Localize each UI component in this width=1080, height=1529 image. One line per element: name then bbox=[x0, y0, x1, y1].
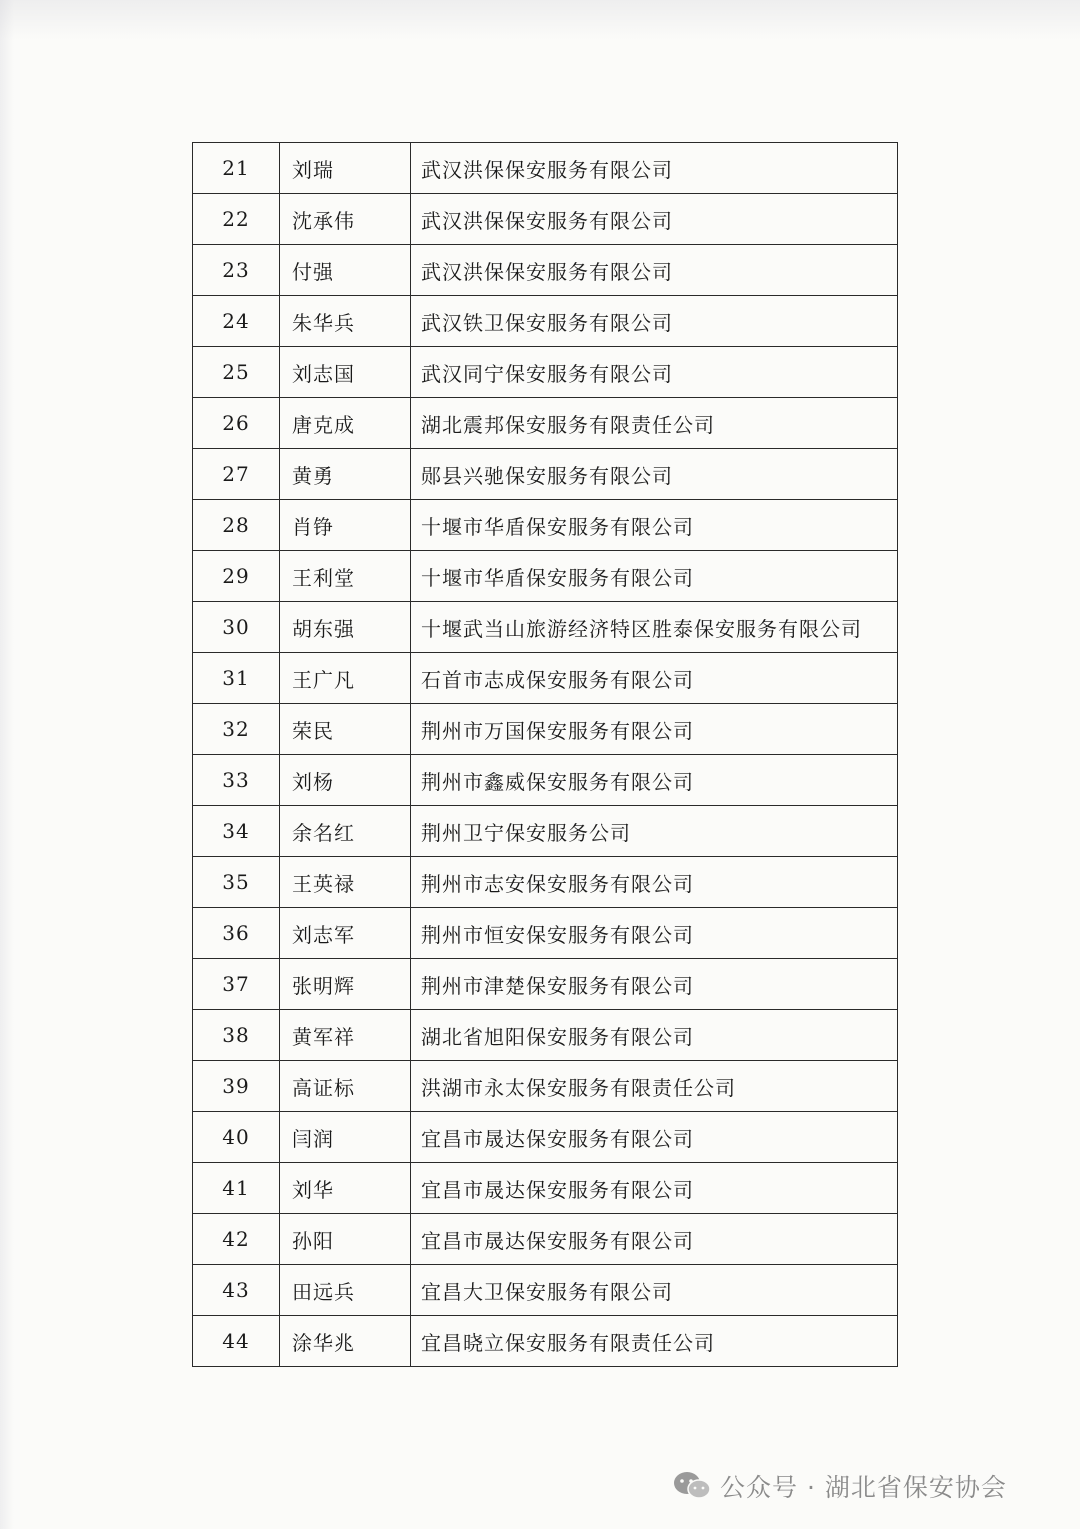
table-row bbox=[193, 704, 898, 755]
table-row bbox=[193, 296, 898, 347]
company-name: 武汉铁卫保安服务有限公司 bbox=[411, 296, 898, 347]
row-number: 27 bbox=[193, 449, 280, 500]
company-name: 十堰市华盾保安服务有限公司 bbox=[411, 500, 898, 551]
company-name: 湖北省旭阳保安服务有限公司 bbox=[411, 1010, 898, 1061]
table-row bbox=[193, 143, 898, 194]
table-row bbox=[193, 1061, 898, 1112]
person-name: 肖铮 bbox=[280, 500, 411, 551]
row-number: 39 bbox=[193, 1061, 280, 1112]
row-number: 26 bbox=[193, 398, 280, 449]
person-name: 王利堂 bbox=[280, 551, 411, 602]
row-number: 40 bbox=[193, 1112, 280, 1163]
person-name: 田远兵 bbox=[280, 1265, 411, 1316]
company-name: 十堰武当山旅游经济特区胜泰保安服务有限公司 bbox=[411, 602, 898, 653]
row-number: 36 bbox=[193, 908, 280, 959]
person-name: 王英禄 bbox=[280, 857, 411, 908]
person-name: 黄勇 bbox=[280, 449, 411, 500]
company-name: 武汉同宁保安服务有限公司 bbox=[411, 347, 898, 398]
row-number: 31 bbox=[193, 653, 280, 704]
company-name: 洪湖市永太保安服务有限责任公司 bbox=[411, 1061, 898, 1112]
table-row bbox=[193, 806, 898, 857]
table-row bbox=[193, 551, 898, 602]
table-row bbox=[193, 449, 898, 500]
row-number: 38 bbox=[193, 1010, 280, 1061]
row-number: 28 bbox=[193, 500, 280, 551]
watermark-text: 公众号 · 湖北省保安协会 bbox=[720, 1473, 1007, 1502]
company-name: 荆州市志安保安服务有限公司 bbox=[411, 857, 898, 908]
company-name: 荆州市万国保安服务有限公司 bbox=[411, 704, 898, 755]
table-row bbox=[193, 1010, 898, 1061]
table-row bbox=[193, 1265, 898, 1316]
company-name: 郧县兴驰保安服务有限公司 bbox=[411, 449, 898, 500]
row-number: 22 bbox=[193, 194, 280, 245]
row-number: 29 bbox=[193, 551, 280, 602]
person-name: 涂华兆 bbox=[280, 1316, 411, 1367]
row-number: 32 bbox=[193, 704, 280, 755]
table-row bbox=[193, 857, 898, 908]
row-number: 41 bbox=[193, 1163, 280, 1214]
company-name: 荆州卫宁保安服务公司 bbox=[411, 806, 898, 857]
company-name: 宜昌市晟达保安服务有限公司 bbox=[411, 1112, 898, 1163]
person-name: 刘瑞 bbox=[280, 143, 411, 194]
table-row bbox=[193, 959, 898, 1010]
row-number: 21 bbox=[193, 143, 280, 194]
table-body bbox=[193, 143, 898, 1367]
company-name: 武汉洪保保安服务有限公司 bbox=[411, 143, 898, 194]
company-name: 荆州市津楚保安服务有限公司 bbox=[411, 959, 898, 1010]
table-row bbox=[193, 347, 898, 398]
table-row bbox=[193, 1214, 898, 1265]
scan-shadow-top bbox=[0, 0, 1080, 40]
row-number: 35 bbox=[193, 857, 280, 908]
person-name: 黄军祥 bbox=[280, 1010, 411, 1061]
person-name: 荣民 bbox=[280, 704, 411, 755]
company-name: 石首市志成保安服务有限公司 bbox=[411, 653, 898, 704]
company-name: 湖北震邦保安服务有限责任公司 bbox=[411, 398, 898, 449]
company-name: 宜昌市晟达保安服务有限公司 bbox=[411, 1214, 898, 1265]
table-row bbox=[193, 602, 898, 653]
row-number: 33 bbox=[193, 755, 280, 806]
table-row bbox=[193, 1112, 898, 1163]
scan-shadow-left bbox=[0, 0, 14, 1529]
row-number: 24 bbox=[193, 296, 280, 347]
row-number: 43 bbox=[193, 1265, 280, 1316]
table-row bbox=[193, 1163, 898, 1214]
person-name: 余名红 bbox=[280, 806, 411, 857]
table-row bbox=[193, 1316, 898, 1367]
personnel-table bbox=[192, 142, 898, 1367]
wechat-watermark bbox=[672, 1466, 1007, 1506]
person-name: 朱华兵 bbox=[280, 296, 411, 347]
table-row bbox=[193, 755, 898, 806]
table-row bbox=[193, 398, 898, 449]
person-name: 唐克成 bbox=[280, 398, 411, 449]
company-name: 武汉洪保保安服务有限公司 bbox=[411, 194, 898, 245]
company-name: 十堰市华盾保安服务有限公司 bbox=[411, 551, 898, 602]
row-number: 30 bbox=[193, 602, 280, 653]
person-name: 刘华 bbox=[280, 1163, 411, 1214]
table-row bbox=[193, 653, 898, 704]
row-number: 34 bbox=[193, 806, 280, 857]
company-name: 宜昌晓立保安服务有限责任公司 bbox=[411, 1316, 898, 1367]
person-name: 刘志国 bbox=[280, 347, 411, 398]
table-row bbox=[193, 194, 898, 245]
row-number: 44 bbox=[193, 1316, 280, 1367]
row-number: 23 bbox=[193, 245, 280, 296]
person-name: 闫润 bbox=[280, 1112, 411, 1163]
company-name: 荆州市恒安保安服务有限公司 bbox=[411, 908, 898, 959]
table-row bbox=[193, 500, 898, 551]
company-name: 荆州市鑫威保安服务有限公司 bbox=[411, 755, 898, 806]
person-name: 高证标 bbox=[280, 1061, 411, 1112]
row-number: 25 bbox=[193, 347, 280, 398]
company-name: 宜昌大卫保安服务有限公司 bbox=[411, 1265, 898, 1316]
person-name: 付强 bbox=[280, 245, 411, 296]
row-number: 42 bbox=[193, 1214, 280, 1265]
person-name: 刘志军 bbox=[280, 908, 411, 959]
row-number: 37 bbox=[193, 959, 280, 1010]
person-name: 王广凡 bbox=[280, 653, 411, 704]
person-name: 胡东强 bbox=[280, 602, 411, 653]
person-name: 孙阳 bbox=[280, 1214, 411, 1265]
person-name: 刘杨 bbox=[280, 755, 411, 806]
wechat-icon bbox=[672, 1470, 712, 1502]
table-row bbox=[193, 245, 898, 296]
person-name: 沈承伟 bbox=[280, 194, 411, 245]
person-name: 张明辉 bbox=[280, 959, 411, 1010]
company-name: 武汉洪保保安服务有限公司 bbox=[411, 245, 898, 296]
company-name: 宜昌市晟达保安服务有限公司 bbox=[411, 1163, 898, 1214]
table-row bbox=[193, 908, 898, 959]
